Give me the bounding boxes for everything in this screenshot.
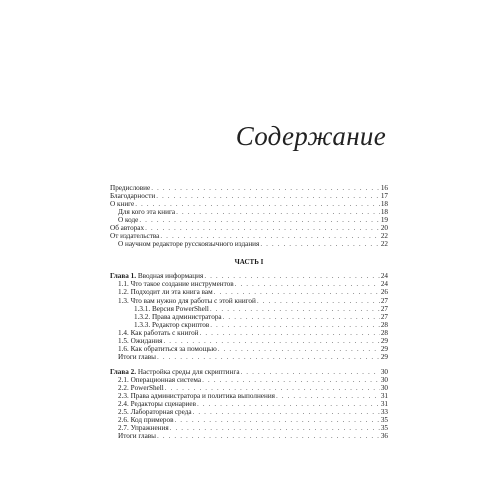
table-of-contents (110, 184, 388, 440)
toc-entry (110, 216, 388, 224)
toc-entry-label: 1.3.2. Права администратора (134, 312, 222, 321)
chapter-heading (110, 272, 388, 280)
toc-entry-label: 2.7. Упражнения (118, 424, 169, 433)
toc-entry-label: Для кого эта книга (118, 208, 176, 217)
toc-entry-page: 18 (380, 200, 388, 209)
toc-entry-label: 1.6. Как обратиться за помощью (118, 344, 217, 353)
toc-entry (110, 408, 388, 416)
toc-entry-label: О научном редакторе русскоязычного издания (118, 240, 260, 249)
toc-entry-label: 2.4. Редакторы сценариев (118, 400, 196, 409)
toc-entry-label: 2.2. PowerShell (118, 383, 164, 392)
toc-entry (110, 432, 388, 440)
toc-entry (110, 384, 388, 392)
dot-leader (145, 224, 380, 232)
toc-entry (110, 305, 388, 313)
dot-leader (210, 305, 380, 313)
toc-entry-page: 28 (380, 320, 388, 329)
toc-entry (110, 313, 388, 321)
toc-entry-label: 1.1. Что такое создание инструментов (118, 280, 234, 289)
toc-entry-page: 29 (380, 352, 388, 361)
toc-entry-label: Благодарности (110, 192, 156, 201)
toc-entry (110, 400, 388, 408)
toc-entry (110, 208, 388, 216)
toc-entry (110, 392, 388, 400)
dot-leader (157, 353, 380, 361)
dot-leader (200, 329, 380, 337)
toc-entry (110, 288, 388, 296)
toc-entry-page: 17 (380, 192, 388, 201)
toc-entry-page: 33 (380, 408, 388, 417)
toc-entry (110, 232, 388, 240)
dot-leader (156, 192, 380, 200)
toc-entry-page: 24 (380, 280, 388, 289)
dot-leader (135, 200, 380, 208)
toc-entry-label: 2.3. Права администратора и политика выполнения (118, 392, 275, 401)
toc-entry-label: Предисловие (110, 184, 151, 192)
chapter-name: Вводная информация (136, 272, 204, 281)
toc-entry-page: 29 (380, 344, 388, 353)
chapter-number: Глава 1. (110, 272, 137, 281)
chapter-title (110, 368, 240, 376)
dot-leader (218, 345, 380, 353)
part-heading: ЧАСТЬ I (234, 258, 264, 267)
page-title: Содержание (235, 121, 386, 151)
toc-entry-page: 31 (380, 400, 388, 409)
toc-entry (110, 192, 388, 200)
toc-entry-page: 24 (380, 272, 388, 281)
toc-entry (110, 297, 388, 305)
toc-entry-page: 35 (380, 424, 388, 433)
dot-leader (160, 232, 379, 240)
toc-entry (110, 424, 388, 432)
toc-entry-page: 19 (380, 216, 388, 225)
toc-entry-page: 31 (380, 392, 388, 401)
toc-entry-page: 36 (380, 432, 388, 441)
toc-entry-page: 26 (380, 288, 388, 297)
toc-entry (110, 345, 388, 353)
dot-leader (170, 424, 380, 432)
toc-entry-page: 18 (380, 208, 388, 217)
toc-entry-label: О коде (118, 216, 139, 225)
toc-entry (110, 329, 388, 337)
toc-entry-page: 35 (380, 416, 388, 425)
toc-entry (110, 240, 388, 248)
toc-entry-page: 28 (380, 328, 388, 337)
toc-entry (110, 280, 388, 288)
dot-leader (204, 272, 380, 280)
dot-leader (257, 297, 380, 305)
dot-leader (197, 400, 380, 408)
toc-entry-label: 1.3. Что вам нужно для работы с этой книгой (118, 296, 256, 305)
dot-leader (241, 368, 380, 376)
toc-entry (110, 184, 388, 192)
dot-leader (176, 208, 380, 216)
chapter-title (110, 272, 203, 280)
toc-entry-label: 1.3.1. Версия PowerShell (134, 304, 209, 313)
chapter-number: Глава 2. (110, 367, 137, 376)
dot-leader (276, 392, 380, 400)
toc-entry-label: Об авторах (110, 224, 145, 233)
dot-leader (193, 408, 380, 416)
toc-entry (110, 376, 388, 384)
toc-entry-label: 2.6. Код примеров (118, 416, 174, 425)
toc-entry (110, 416, 388, 424)
toc-entry-label: 2.5. Лабораторная среда (118, 408, 192, 417)
toc-entry-label: 2.1. Операционная система (118, 375, 202, 384)
dot-leader (210, 321, 380, 329)
toc-entry-page: 22 (380, 232, 388, 241)
toc-entry-page: 22 (380, 240, 388, 249)
toc-entry-page: 30 (380, 375, 388, 384)
toc-entry-label: Итоги главы (118, 352, 157, 361)
toc-entry (110, 200, 388, 208)
toc-entry-page: 20 (380, 224, 388, 233)
toc-entry-label: Итоги главы (118, 432, 157, 441)
chapter-spacer (110, 361, 388, 368)
dot-leader (235, 280, 380, 288)
dot-leader (174, 416, 379, 424)
dot-leader (214, 288, 380, 296)
dot-leader (139, 216, 379, 224)
toc-entry (110, 337, 388, 345)
toc-entry-label: О книге (110, 200, 135, 209)
dot-leader (157, 432, 380, 440)
toc-entry-page: 16 (380, 184, 388, 192)
dot-leader (260, 240, 379, 248)
chapter-name: Настройка среды для скриптинга (136, 367, 240, 376)
toc-entry-label: 1.2. Подходит ли эта книга вам (118, 288, 213, 297)
toc-entry-page: 29 (380, 336, 388, 345)
toc-entry-label: 1.5. Ожидания (118, 336, 163, 345)
dot-leader (163, 337, 379, 345)
toc-entry-label: 1.4. Как работать с книгой (118, 328, 199, 337)
toc-entry (110, 224, 388, 232)
dot-leader (151, 184, 380, 192)
toc-entry-page: 27 (380, 304, 388, 313)
toc-entry-label: От издательства (110, 232, 160, 241)
toc-entry (110, 353, 388, 361)
dot-leader (223, 313, 380, 321)
chapter-heading (110, 368, 388, 376)
toc-entry-page: 27 (380, 312, 388, 321)
toc-entry-label: 1.3.3. Редактор скриптов (134, 320, 210, 329)
toc-entry-page: 27 (380, 296, 388, 305)
toc-entry-page: 30 (380, 383, 388, 392)
toc-entry (110, 321, 388, 329)
dot-leader (202, 376, 380, 384)
toc-entry-page: 30 (380, 367, 388, 376)
dot-leader (165, 384, 380, 392)
